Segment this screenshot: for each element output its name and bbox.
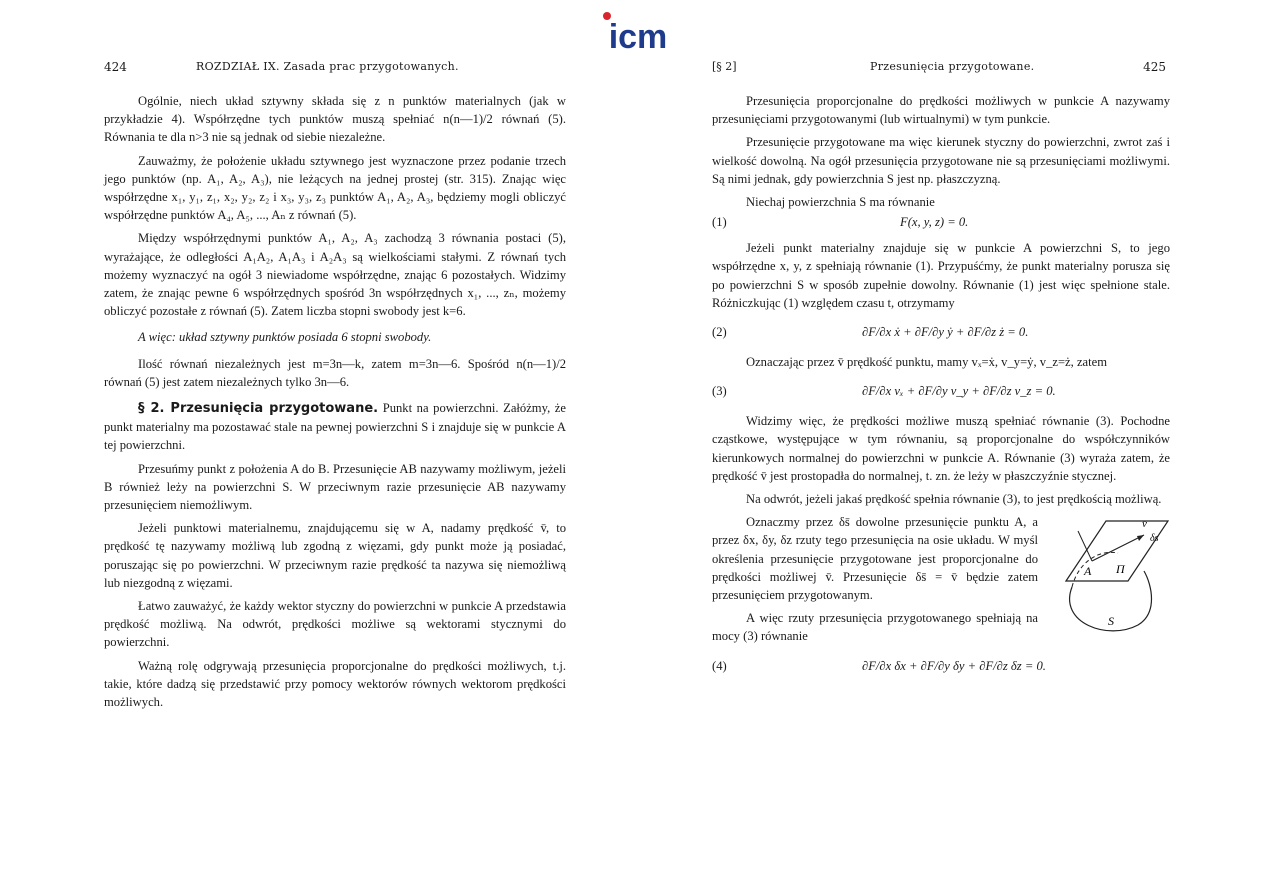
paragraph: Przesunięcie przygotowane ma więc kierunek styczny do powierzchni, zwrot zaś i wielkość dowolną. Na ogół przesunięcia przygotowane nie są przesunięciami możliwymi. Są nimi jednak, gdy powierzchnia S jest np. płaszczyzną. — [712, 135, 1170, 186]
right-page — [712, 0, 1170, 893]
logo-text: icm — [608, 18, 668, 54]
velocity-arrow — [1092, 535, 1144, 561]
label-pi: Π — [1116, 562, 1125, 577]
arrow-head — [1137, 535, 1144, 541]
equation-formula: ∂F/∂x vₓ + ∂F/∂y v_y + ∂F/∂z v_z = 0. — [862, 384, 1056, 399]
paragraph: Ważną rolę odgrywają przesunięcia proporcjonalne do prędkości możliwych, t.j. takie, które dadzą się przedstawić przy pomocy wektorów równych wektorom prędkości możliwych. — [104, 658, 566, 710]
left-page — [104, 0, 566, 893]
label-A: A — [1084, 564, 1092, 579]
paragraph: Jeżeli punkt materialny znajduje się w punkcie A powierzchni S, to jego współrzędne x, y, z spełniają równanie (1). Przypuśćmy, że punkt materialny porusza się po powierzchni S w sposób zupełnie dowolny. Równanie (1) jest więc spełnione stale. Różniczkując (1) względem czasu t, otrzymamy — [712, 241, 1170, 310]
left-header-title: ROZDZIAŁ IX. Zasada prac przygotowanych. — [196, 60, 459, 73]
right-page-number: 425 — [1143, 60, 1166, 74]
section-title: § 2. Przesunięcia przygotowane. — [138, 401, 379, 417]
figure-block — [712, 513, 1170, 645]
label-S: S — [1108, 614, 1114, 629]
equation-formula: ∂F/∂x ẋ + ∂F/∂y ẏ + ∂F/∂z ż = 0. — [862, 325, 1029, 340]
right-running-head — [712, 60, 1170, 78]
paragraph: Widzimy więc, że prędkości możliwe muszą spełniać równanie (3). Pochodne cząstkowe, występujące w tym równaniu, są proporcjonalne do współczynników kierunkowych normalnej do powierzchni w punkcie A. Równanie (3) wyraża zatem, że prędkość v̄ jest prostopadła do normalnej, t. zn. że leży w płaszczyźnie stycznej. — [712, 414, 1170, 483]
paragraph: Łatwo zauważyć, że każdy wektor styczny do powierzchni w punkcie A przedstawia prędkość możliwą. Na odwrót, prędkości możliwe są wektorami stycznymi do powierzchni. — [104, 599, 566, 650]
paragraph: Zauważmy, że położenie układu sztywnego jest wyznaczone przez podanie trzech jego punktów (np. A₁, A₂, A₃), nie leżących na jednej prostej (str. 315). Znając więc współrzędne x₁, y₁, z₁, x₂, y₂, z₂ i x₃, y₃, z₃ punktów A₁, A₂, A₃, będziemy mogli obliczyć współrzędne punktów A₄, A₅, ..., Aₙ z równań (5). — [104, 153, 566, 223]
paragraph-italic — [104, 328, 566, 346]
paragraph: A więc rzuty przesunięcia przygotowanego spełniają na mocy (3) równanie — [712, 611, 1038, 644]
surface-figure — [1048, 513, 1170, 641]
equation-number: (3) — [712, 384, 727, 399]
equation-4 — [712, 651, 1170, 681]
paragraph: Na odwrót, jeżeli jakaś prędkość spełnia równanie (3), to jest prędkością możliwą. — [746, 492, 1162, 507]
equation-1 — [712, 213, 1170, 233]
equation-number: (2) — [712, 325, 727, 340]
equation-formula: F(x, y, z) = 0. — [900, 215, 969, 230]
paragraph: Przesuńmy punkt z położenia A do B. Przesunięcie AB nazywamy możliwym, jeżeli B również leży na powierzchni S. W przeciwnym razie przesunięcie AB nazywamy przesunięciem niemożliwym. — [104, 461, 566, 513]
icm-logo — [598, 10, 678, 54]
label-v: v̄ — [1142, 518, 1147, 531]
section-ref: [§ 2] — [712, 60, 737, 73]
section-text: Punkt na powierzchni. Załóżmy, że punkt materialny ma pozostawać stale na pewnej powierzchni S i znajduje się w punkcie A tej powierzchni. — [104, 401, 566, 453]
equation-formula: ∂F/∂x δx + ∂F/∂y δy + ∂F/∂z δz = 0. — [862, 658, 1046, 673]
equation-number: (4) — [712, 658, 727, 673]
label-ds: δs — [1150, 533, 1159, 545]
left-page-number: 424 — [104, 60, 127, 74]
right-body — [712, 92, 1170, 687]
right-header-title: Przesunięcia przygotowane. — [870, 60, 1035, 73]
equation-3 — [712, 376, 1170, 406]
paragraph: Ilość równań niezależnych jest m=3n—k, zatem m=3n—6. Spośród n(n—1)/2 równań (5) jest zatem niezależnych tylko 3n—6. — [104, 356, 566, 389]
equation-2 — [712, 317, 1170, 347]
paragraph: Oznaczmy przez δs̄ dowolne przesunięcie punktu A, a przez δx, δy, δz rzuty tego przesunięcia na osie układu. W myśl określenia przesunięcie przygotowane jest proporcjonalne do prędkości możliwej v̄. Przesunięcie δs̄ = v̄ będzie zatem przesunięciem przygotowanym. — [712, 515, 1038, 603]
paragraph: Jeżeli punktowi materialnemu, znajdującemu się w A, nadamy prędkość v̄, to prędkość tę nazywamy możliwą lub zgodną z więzami, gdy punkt może ją posiadać, poruszając się po powierzchni. W przeciwnym razie prędkość ta nazywa się niemożliwą lub niezgodną z więzami. — [104, 521, 566, 590]
paragraph: Oznaczając przez v̄ prędkość punktu, mamy vₓ=ẋ, v_y=ẏ, v_z=ż, zatem — [746, 355, 1108, 370]
paragraph: Niechaj powierzchnia S ma równanie — [746, 195, 935, 210]
section-paragraph — [104, 399, 566, 455]
italic-statement: A więc: układ sztywny punktów posiada 6 stopni swobody. — [138, 330, 432, 345]
paragraph: Ogólnie, niech układ sztywny składa się z n punktów materialnych (jak w przykładzie 4). Współrzędne tych punktów muszą spełniać n(n—1)/2 równań (5). Równania te dla n>3 nie są jednak od siebie niezależne. — [104, 94, 566, 145]
left-body — [104, 92, 566, 716]
left-running-head — [104, 60, 566, 78]
equation-number: (1) — [712, 215, 727, 230]
dashed-curve — [1072, 553, 1118, 588]
paragraph: Między współrzędnymi punktów A₁, A₂, A₃ zachodzą 3 równania postaci (5), wyrażające, że odległości A₁A₂, A₁A₃ i A₂A₃ są wielkościami stałymi. Z równań tych możemy wyznaczyć na ogół 3 niewiadome współrzędne, znając 6 pozostałych. Widzimy zatem, że znając pewne 6 współrzędnych spośród 3n współrzędnych x₁, ..., zₙ, możemy obliczyć pozostałe z równań (5). Zatem liczba stopni swobody jest k=6. — [104, 231, 566, 319]
paragraph: Przesunięcia proporcjonalne do prędkości możliwych w punkcie A nazywamy przesunięciami przygotowanymi (lub wirtualnymi) w tym punkcie. — [712, 94, 1170, 127]
